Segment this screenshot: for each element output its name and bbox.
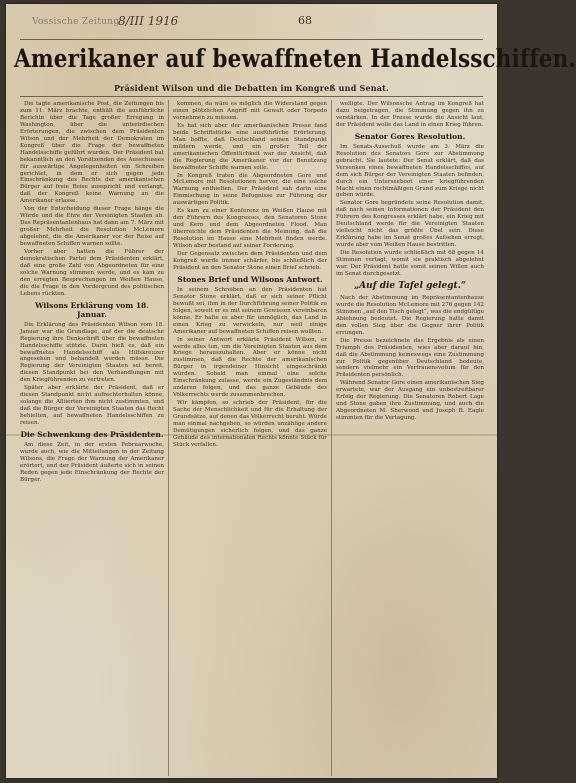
paragraph: Im Senats-Ausschuß wurde am 3. März die Resolution des Senators Gore zur Abstimmung gebracht. Sie lautete: Der Senat erklärt, daß das Versenken eines bewaffneten Handelsschiffes, auf dem sich Bürger der Vereinigten Staaten befinden, durch ein Unterseeboot einer kriegführenden Macht einen rechtmäßigen Grund zum Kriege nicht geben würde. — [336, 143, 484, 199]
page-number: 68 — [298, 14, 312, 27]
paragraph: Später aber erklärte der Präsident, daß er diesen Standpunkt nicht aufrechterhalten könne, solange die Alliierten ihm nicht zustimmten, und daß die Bürger der Vereinigten Staaten das Recht behielten, auf bewaffneten Handelsschiffen zu reisen. — [20, 385, 164, 427]
article-subtitle: Präsident Wilson und die Debatten im Kongreß und Senat. — [113, 83, 390, 93]
paragraph: Es hat sich aber der amerikanischen Presse fand beide Schriftstücke eine ausführliche Erörterung. Man hoffte, daß Deutschland seinen Standpunkt mildern werde, und ein großer Teil der amerikanischen Öffentlichkeit war der Ansicht, daß die Regierung die Amerikaner vor der Benutzung bewaffneter Schiffe warnen solle. — [173, 122, 327, 171]
section-heading: Stones Brief und Wilsons Antwort. — [177, 274, 323, 284]
paragraph: Während Senator Gore einen amerikanischen Sieg erwartete, war der Ausgang ein unbestreitbarer Erfolg der Regierung. Die Senatoren Robert Lage und Stone gaben ihre Zustimmung, und auch die Abgeordneten M. Sherwood und Joseph B. Eagle stimmten für die Vertagung. — [336, 380, 484, 422]
paragraph: In seiner Antwort erklärte Präsident Wilson, er werde alles tun, um die Vereinigten Staaten aus dem Kriege herauszuhalten. Aber er könne nicht zustimmen, daß die Rechte der amerikanischen Bürger in irgendeiner Hinsicht eingeschränkt würden. Sobald man einmal eine solche Einschränkung zulasse, werde ein Zugeständnis dem anderen folgen, und das ganze Gebäude des Völkerrechts werde zusammenbrechen. — [173, 336, 327, 399]
column-2 — [173, 101, 327, 774]
paragraph: Von der Entscheidung dieser Frage hänge die Würde und die Ehre der Vereinigten Staaten ab. Das Repräsentantenhaus hat dann am 7. März mit großer Mehrheit die Resolution McLemore abgelehnt, die die Amerikaner vor der Reise auf bewaffneten Schiffen warnen sollte. — [20, 206, 164, 248]
paragraph: Die tagte amerikanische Post, die Zeitungen bis zum 11. März brachte, enthält die ausführliche Berichte über die Tage großer Erregung in Washington, über die unterirdischen Erörterungen, die zwischen dem Präsidenten Wilson und der Mehrheit der Demokraten im Kongreß über die Frage der bewaffneten Handelsschiffe geführt wurden. Der Präsident hat bekanntlich an den Vorsitzenden des Ausschusses für auswärtige Angelegenheiten ein Schreiben gerichtet, in dem er sich gegen jede Einschränkung des Rechts der amerikanischen Bürger auf freie Reise ausspricht und verlangt, daß der Kongreß keine Warnung an die Amerikaner erlasse. — [20, 101, 164, 205]
section-heading: Die Schwenkung des Präsidenten. — [20, 429, 164, 439]
handwritten-date: 8/III 1916 — [118, 14, 179, 28]
paragraph: Am diese Zeit, in der ersten Februarwoche, wurde auch, wie die Mitteilungen in der Zeitung Wilsons, die Frage der Warnung der Amerikaner erörtert, und der Präsident äußerte sich in seinen Reden gegen jede Einschränkung der Rechte der Bürger. — [20, 441, 164, 483]
paragraph: Der Gegensatz zwischen dem Präsidenten und dem Kongreß wurde immer schärfer, bis schließlich der Präsident an den Senator Stone einen Brief schrieb. — [173, 251, 327, 271]
article-title: Amerikaner auf bewaffneten Handelsschiffen. — [14, 44, 576, 73]
top-rule — [20, 39, 483, 40]
column-divider-2 — [331, 100, 332, 776]
paragraph: Die Erklärung des Präsidenten Wilson vom 18. Januar war die Grundlage, auf der die deutsche Regierung ihre Denkschrift über die bewaffneten Handelsschiffe stützte. Darin hieß es, daß ein bewaffnetes Handelsschiff als Hilfskreuzer angesehen und behandelt werden müsse. Die Regierung der Vereinigten Staaten sei bereit, diesen Standpunkt bei den Verhandlungen mit den Kriegführenden zu vertreten. — [20, 321, 164, 384]
subtitle-rule — [20, 96, 483, 97]
column-3 — [336, 101, 484, 774]
column-1 — [20, 101, 164, 774]
paragraph: welligte. Der Wilsonsche Antrag im Kongreß hat dazu beigetragen, die Stimmung gegen ihn zu verstärken. In der Presse wurde die Ansicht laut, der Präsident wolle das Land in einen Krieg führen. — [336, 101, 484, 128]
paragraph: Wir kämpfen, so schrieb der Präsident, für die Sache der Menschlichkeit und für die Erhaltung der Grundsätze, auf denen das Völkerrecht beruht. Würde man einmal nachgeben, so würden unzählige andere Demütigungen sicherlich folgen, und das ganze Gebäude des internationalen Rechts könnte Stück für Stück verfallen. — [173, 400, 327, 448]
paragraph: Nach der Abstimmung im Repräsentantenhause wurde die Resolution McLemore mit 276 gegen 142 Stimmen „auf den Tisch gelegt“, was die endgültige Ablehnung bedeutet. Die Regierung hatte damit den vollen Sieg über die Gegner ihrer Politik errungen. — [336, 294, 484, 336]
section-heading: Wilsons Erklärung vom 18. Januar. — [35, 300, 149, 319]
paragraph: Die Presse bezeichnete das Ergebnis als einen Triumph des Präsidenten, wies aber darauf hin, daß die Abstimmung keineswegs eine Zustimmung zur Politik gegenüber Deutschland bedeute, sondern vielmehr ein Vertrauensvotum für den Präsidenten persönlich. — [336, 337, 484, 379]
column-divider-1 — [168, 100, 169, 776]
section-heading: „Auf die Tafel gelegt.“ — [353, 280, 467, 291]
paragraph: Senator Gore begründete seine Resolution damit, daß nach seinen Informationen der Präsident den Führern des Kongresses erklärt habe, ein Krieg mit Deutschland werde für die Vereinigten Staaten vielleicht nicht das größte Übel sein. Diese Erklärung habe im Senat großes Aufsehen erregt, wurde aber vom Weißen Hause bestritten. — [336, 200, 484, 249]
newspaper-clipping — [6, 4, 576, 778]
paragraph: In Kongreß traten die Abgeordneten Gore und McLemore mit Resolutionen hervor, die eine solche Warnung enthielten. Der Präsident sah darin eine Einmischung in seine Befugnisse zur Führung der auswärtigen Politik. — [173, 172, 327, 207]
paragraph: Vorher aber hatten die Führer der demokratischen Partei dem Präsidenten erklärt, daß eine große Zahl von Abgeordneten für eine solche Warnung stimmen werde, und es kam zu den erregten Besprechungen im Weißen Hause, die die Frage in den Vordergrund des politischen Lebens rückten. — [20, 249, 164, 297]
paragraph: Die Resolution wurde schließlich mit 68 gegen 14 Stimmen vertagt, womit sie praktisch abgelehnt war. Der Präsident hatte somit seinen Willen auch im Senat durchgesetzt. — [336, 250, 484, 277]
paragraph: Es kam zu einer Konferenz im Weißen Hause mit den Führern des Kongresses, den Senatoren Stone und Kern und dem Abgeordneten Flood. Man überreichte dem Präsidenten die Meinung, daß die Resolution im Hause eine Mehrheit finden werde. Wilson aber bestand auf seiner Forderung. — [173, 208, 327, 250]
masthead: Vossische Zeitung — [32, 17, 120, 27]
paragraph: kommen, da wäre es möglich die Widerstand gegen einen plötzlichen Angriff mit Gewalt oder Torpedo vornehmen zu müssen. — [173, 101, 327, 121]
section-heading: Senator Gores Resolution. — [354, 131, 466, 141]
paragraph: In seinem Schreiben an den Präsidenten hat Senator Stone erklärt, daß er sich seiner Pflicht bewußt sei, ihm in der Durchführung seiner Politik zu folgen, soweit er es mit seinem Gewissen vereinbaren könne. Er halte es aber für unmöglich, das Land in einen Krieg zu verwickeln, nur weil einige Amerikaner auf bewaffneten Schiffen reisen wollten. — [173, 286, 327, 335]
